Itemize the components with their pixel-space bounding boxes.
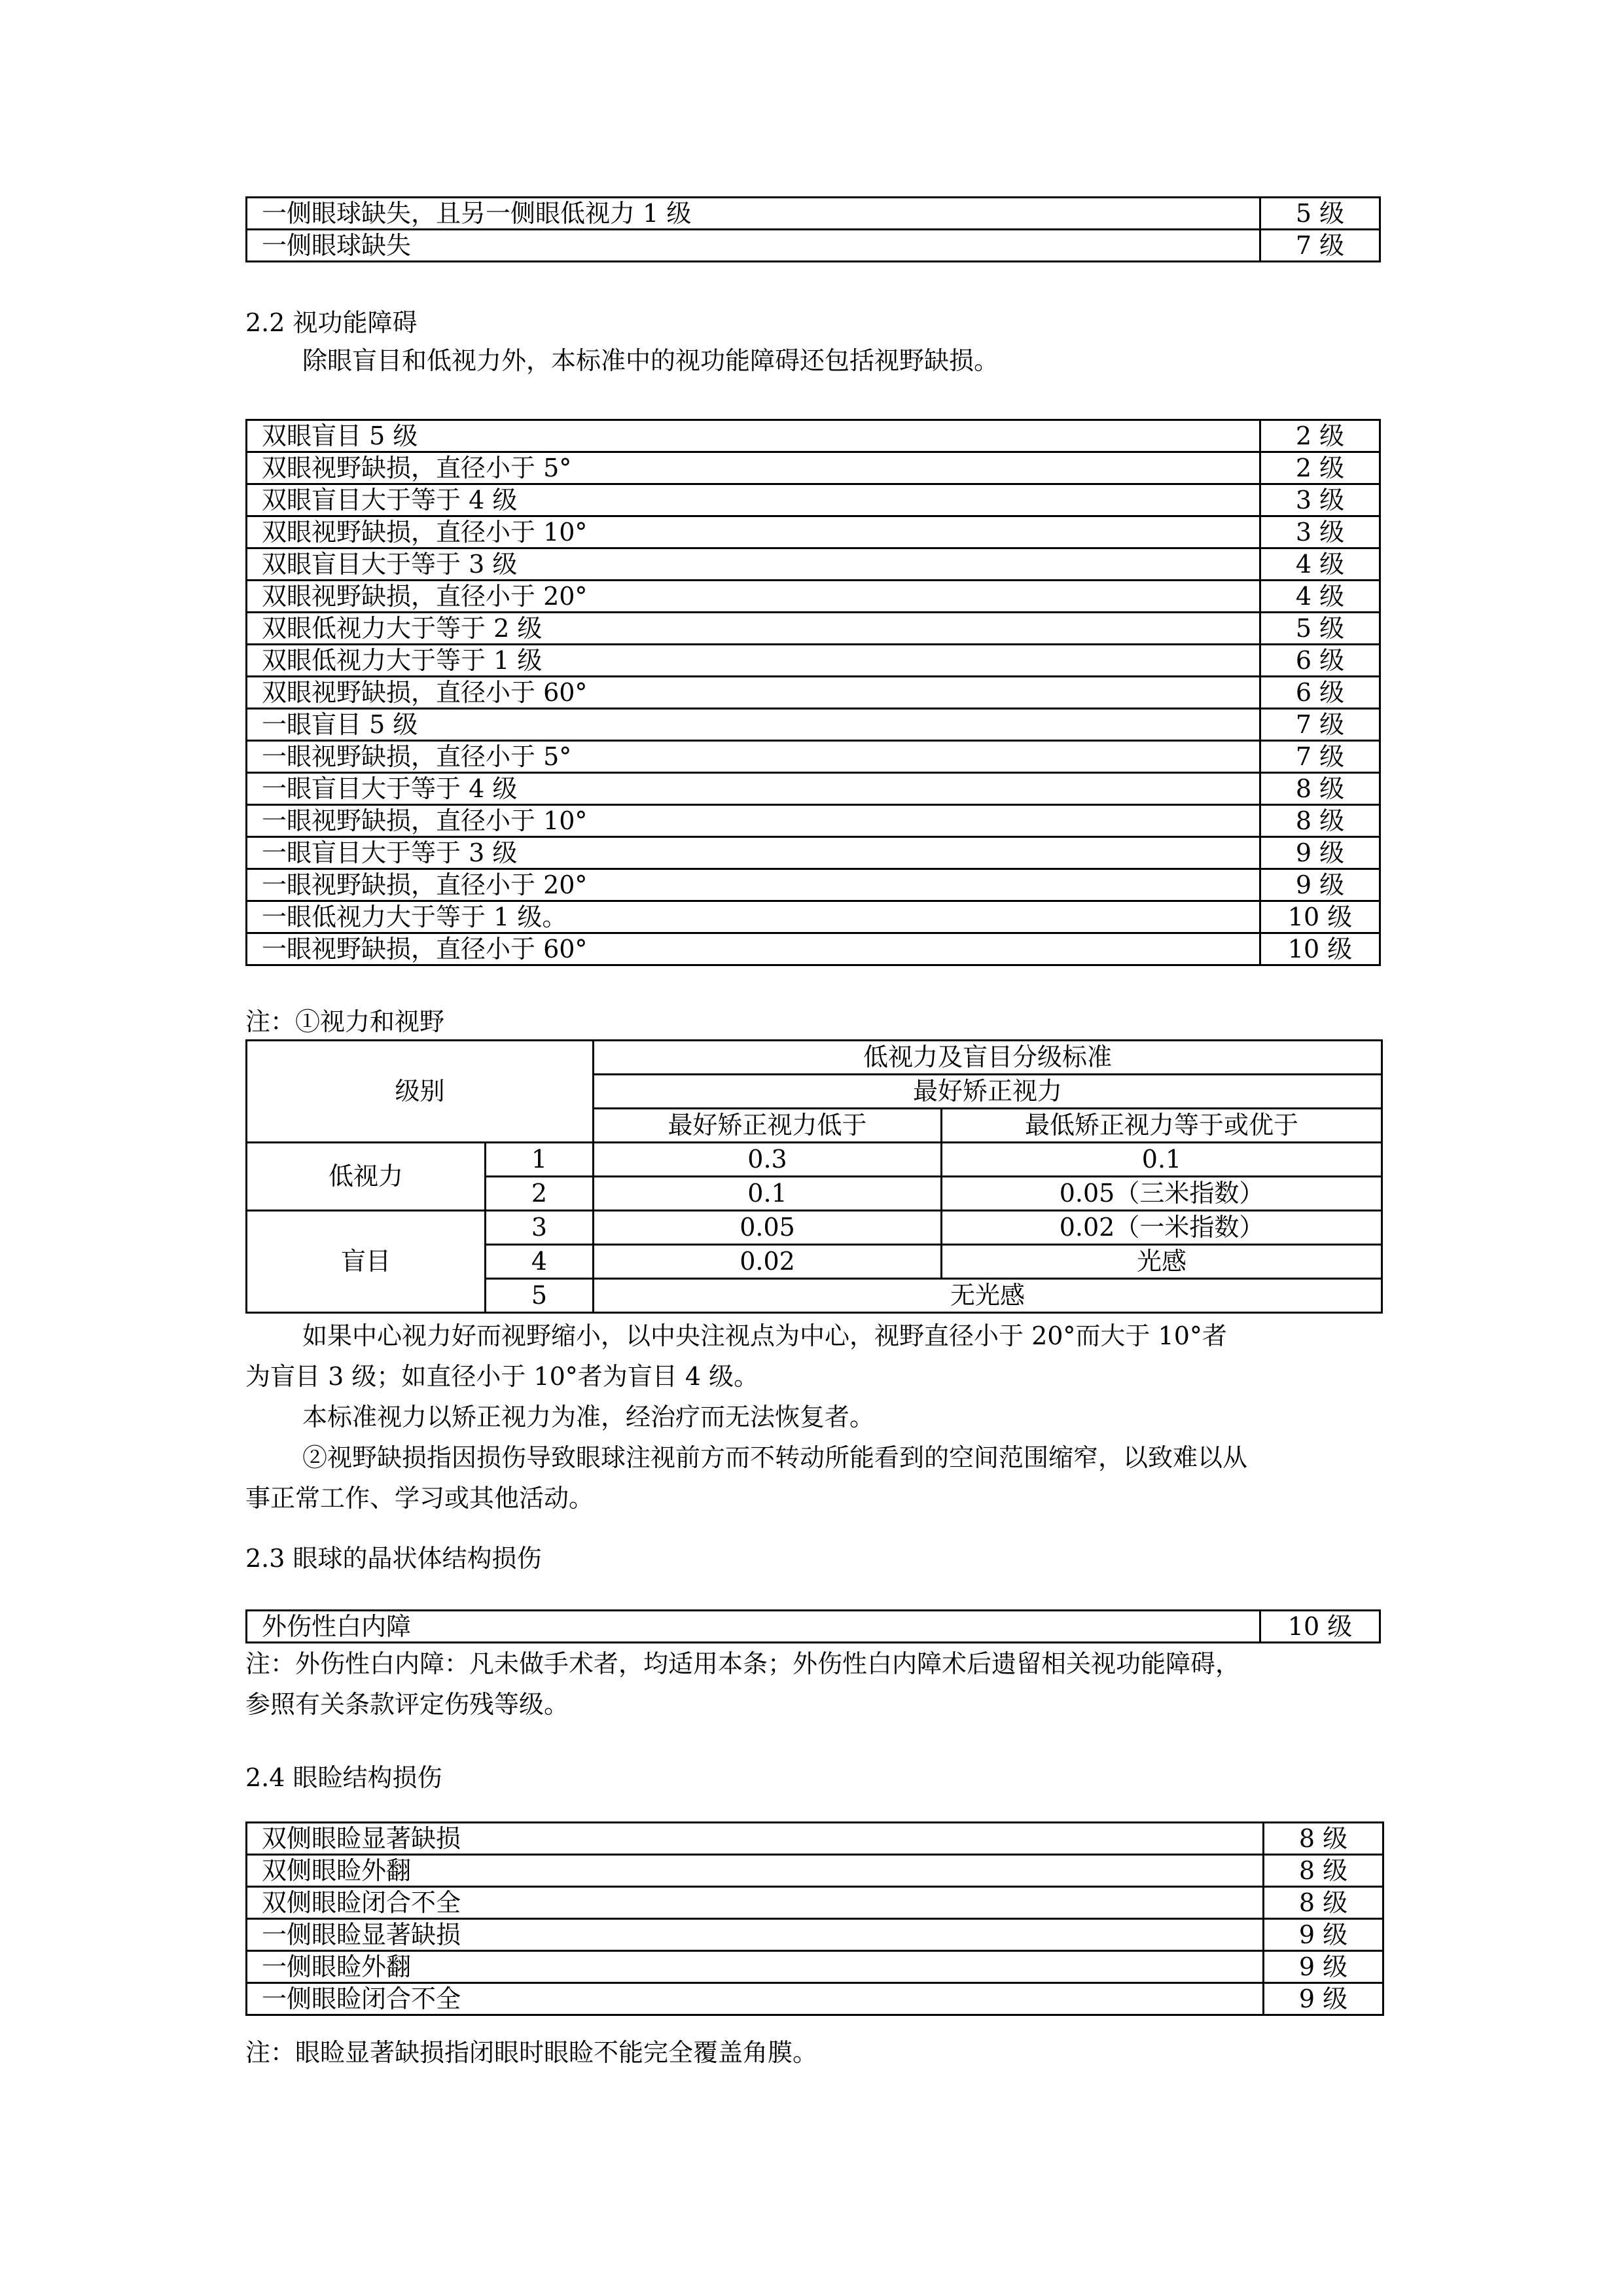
injury-description: 双眼视野缺损，直径小于 60° [247,677,1260,709]
injury-description: 双眼低视力大于等于 2 级 [247,613,1260,645]
disability-level: 10 级 [1260,1611,1380,1643]
injury-description: 一侧眼睑闭合不全 [247,1983,1264,2015]
atleast-value: 0.05（三米指数） [942,1177,1382,1211]
note-vision-title: 注：①视力和视野 [245,1007,445,1036]
disability-level: 3 级 [1260,484,1380,516]
below-value: 0.3 [594,1143,942,1177]
grade-number: 4 [486,1245,594,1279]
disability-level: 2 级 [1260,420,1380,452]
disability-level: 10 级 [1260,901,1380,933]
injury-description: 一眼视野缺损，直径小于 20° [247,869,1260,901]
table-row [247,420,1380,452]
injury-description: 一侧眼球缺失 [247,230,1260,262]
injury-description: 一眼低视力大于等于 1 级。 [247,901,1260,933]
table-row [247,198,1380,230]
table-row [247,773,1380,805]
below-value: 0.05 [594,1211,942,1245]
disability-level: 8 级 [1264,1823,1383,1855]
note-line: 注：外伤性白内障：凡未做手术者，均适用本条；外伤性白内障术后遗留相关视功能障碍， [245,1649,1241,1678]
col-header-below: 最好矫正视力低于 [594,1109,942,1143]
table-row [247,1919,1383,1951]
paragraph-line: ②视野缺损指因损伤导致眼球注视前方而不转动所能看到的空间范围缩窄，以致难以从 [302,1443,1248,1472]
grade-number: 2 [486,1177,594,1211]
injury-description: 外伤性白内障 [247,1611,1260,1643]
disability-level: 7 级 [1260,230,1380,262]
injury-description: 一眼盲目 5 级 [247,709,1260,741]
atleast-value: 光感 [942,1245,1382,1279]
no-light-value: 无光感 [594,1279,1382,1313]
grade-number: 3 [486,1211,594,1245]
injury-description: 一眼视野缺损，直径小于 5° [247,741,1260,773]
table-row [247,613,1380,645]
table-row [247,741,1380,773]
table-row [247,933,1380,965]
disability-level: 9 级 [1264,1919,1383,1951]
injury-description: 双眼盲目大于等于 3 级 [247,548,1260,581]
disability-level: 6 级 [1260,645,1380,677]
table-row [247,709,1380,741]
injury-description: 一眼视野缺损，直径小于 60° [247,933,1260,965]
table-row [247,901,1380,933]
grade-number: 1 [486,1143,594,1177]
paragraph-line: 如果中心视力好而视野缩小，以中央注视点为中心，视野直径小于 20°而大于 10°者 [302,1321,1227,1350]
table-row [247,1951,1383,1983]
table-row [247,645,1380,677]
disability-level: 7 级 [1260,741,1380,773]
injury-description: 双眼盲目大于等于 4 级 [247,484,1260,516]
note-eyelid: 注：眼睑显著缺损指闭眼时眼睑不能完全覆盖角膜。 [245,2038,818,2067]
below-value: 0.02 [594,1245,942,1279]
table-subtitle-cell: 最好矫正视力 [594,1075,1382,1109]
injury-description: 一侧眼睑显著缺损 [247,1919,1264,1951]
table-row [247,484,1380,516]
table-row [247,516,1380,548]
table-row [247,581,1380,613]
level-header-cell: 级别 [247,1041,594,1143]
injury-description: 双眼视野缺损，直径小于 5° [247,452,1260,484]
paragraph-line: 事正常工作、学习或其他活动。 [245,1484,594,1513]
injury-description: 双眼视野缺损，直径小于 20° [247,581,1260,613]
table-row [247,1611,1380,1643]
disability-level: 8 级 [1264,1855,1383,1887]
injury-description: 一眼视野缺损，直径小于 10° [247,805,1260,837]
table-row [247,548,1380,581]
disability-level: 3 级 [1260,516,1380,548]
vision-grading-table [245,1039,1383,1314]
disability-level: 9 级 [1264,1951,1383,1983]
table-row [247,677,1380,709]
section-heading-2-4: 2.4 眼睑结构损伤 [245,1763,442,1792]
injury-description: 双眼盲目 5 级 [247,420,1260,452]
disability-level: 5 级 [1260,198,1380,230]
paragraph-line: 为盲目 3 级；如直径小于 10°者为盲目 4 级。 [245,1362,759,1391]
section-heading-2-2: 2.2 视功能障碍 [245,308,418,337]
table-row [247,1887,1383,1919]
injury-description: 双眼低视力大于等于 1 级 [247,645,1260,677]
injury-description: 双侧眼睑闭合不全 [247,1887,1264,1919]
injury-description: 一眼盲目大于等于 3 级 [247,837,1260,869]
disability-level: 8 级 [1264,1887,1383,1919]
disability-level: 6 级 [1260,677,1380,709]
table-row [247,230,1380,262]
injury-description: 双眼视野缺损，直径小于 10° [247,516,1260,548]
section-heading-2-3: 2.3 眼球的晶状体结构损伤 [245,1544,542,1573]
injury-description: 双侧眼睑显著缺损 [247,1823,1264,1855]
col-header-atleast: 最低矫正视力等于或优于 [942,1109,1382,1143]
table-row [247,452,1380,484]
grade-table-eyeball [245,196,1381,262]
table-row [247,805,1380,837]
grade-table-lens [245,1609,1381,1643]
disability-level: 9 级 [1264,1983,1383,2015]
disability-level: 4 级 [1260,548,1380,581]
blind-label: 盲目 [247,1211,486,1313]
note-line: 参照有关条款评定伤残等级。 [245,1690,569,1719]
disability-level: 7 级 [1260,709,1380,741]
injury-description: 一侧眼睑外翻 [247,1951,1264,1983]
low-vision-label: 低视力 [247,1143,486,1211]
grade-table-visual-function [245,419,1381,966]
disability-level: 9 级 [1260,869,1380,901]
table-title-cell: 低视力及盲目分级标准 [594,1041,1382,1075]
disability-level: 4 级 [1260,581,1380,613]
atleast-value: 0.1 [942,1143,1382,1177]
injury-description: 一侧眼球缺失，且另一侧眼低视力 1 级 [247,198,1260,230]
paragraph-line: 本标准视力以矫正视力为准，经治疗而无法恢复者。 [302,1403,875,1431]
table-row [247,1823,1383,1855]
table-row [247,1983,1383,2015]
disability-level: 5 级 [1260,613,1380,645]
disability-level: 10 级 [1260,933,1380,965]
disability-level: 2 级 [1260,452,1380,484]
disability-level: 8 级 [1260,805,1380,837]
injury-description: 双侧眼睑外翻 [247,1855,1264,1887]
disability-level: 9 级 [1260,837,1380,869]
table-row [247,869,1380,901]
below-value: 0.1 [594,1177,942,1211]
intro-paragraph: 除眼盲目和低视力外，本标准中的视功能障碍还包括视野缺损。 [302,346,999,375]
disability-level: 8 级 [1260,773,1380,805]
grade-number: 5 [486,1279,594,1313]
grade-table-eyelid [245,1821,1384,2016]
table-row [247,1855,1383,1887]
atleast-value: 0.02（一米指数） [942,1211,1382,1245]
injury-description: 一眼盲目大于等于 4 级 [247,773,1260,805]
table-row [247,837,1380,869]
